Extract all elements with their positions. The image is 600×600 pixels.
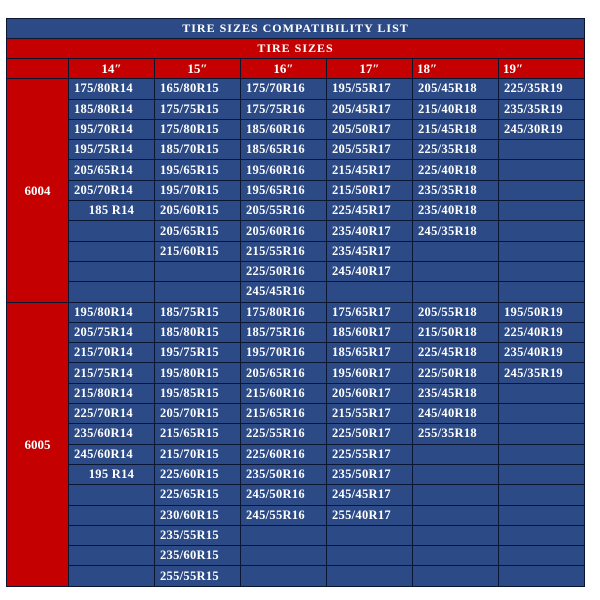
tire-size-cell: 185/70R15	[155, 140, 241, 160]
tire-size-cell: 215/45R18	[413, 119, 499, 139]
tire-size-cell	[413, 505, 499, 525]
tire-size-cell: 245/45R16	[241, 282, 327, 302]
tire-size-cell: 245/35R18	[413, 221, 499, 241]
table-row	[7, 140, 585, 160]
tire-size-cell: 215/60R16	[241, 383, 327, 403]
tire-size-cell: 235/50R16	[241, 464, 327, 484]
tire-size-cell: 235/60R14	[69, 424, 155, 444]
tire-size-cell: 175/75R16	[241, 99, 327, 119]
tire-size-cell	[499, 566, 585, 586]
tire-size-cell: 195/50R19	[499, 302, 585, 322]
tire-size-cell: 215/65R15	[155, 424, 241, 444]
table-title: TIRE SIZES COMPATIBILITY LIST	[7, 19, 585, 39]
tire-size-cell: 245/35R19	[499, 363, 585, 383]
tire-size-cell	[499, 444, 585, 464]
tire-size-cell: 225/40R18	[413, 160, 499, 180]
tire-size-cell	[241, 546, 327, 566]
table-subtitle: TIRE SIZES	[7, 39, 585, 59]
table-row	[7, 119, 585, 139]
table-row	[7, 282, 585, 302]
tire-size-cell: 205/55R16	[241, 201, 327, 221]
tire-size-cell: 205/50R17	[327, 119, 413, 139]
tire-size-cell: 215/80R14	[69, 383, 155, 403]
table-row	[7, 160, 585, 180]
tire-size-cell: 185 R14	[69, 201, 155, 221]
tire-size-cell	[155, 261, 241, 281]
tire-size-cell: 215/70R14	[69, 343, 155, 363]
tire-size-cell: 235/35R18	[413, 180, 499, 200]
tire-size-cell	[413, 566, 499, 586]
tire-size-cell: 205/55R17	[327, 140, 413, 160]
tire-size-cell: 205/55R18	[413, 302, 499, 322]
tire-size-cell	[413, 241, 499, 261]
table-row	[7, 546, 585, 566]
tire-size-cell: 235/40R18	[413, 201, 499, 221]
tire-size-cell: 245/30R19	[499, 119, 585, 139]
tire-size-cell: 235/55R15	[155, 525, 241, 545]
tire-size-cell: 255/40R17	[327, 505, 413, 525]
tire-size-cell: 225/70R14	[69, 404, 155, 424]
header-18: 18″	[413, 59, 499, 79]
tire-size-cell: 215/70R15	[155, 444, 241, 464]
tire-size-cell	[499, 485, 585, 505]
tire-size-cell: 235/45R18	[413, 383, 499, 403]
rim-size-header-row	[7, 59, 585, 79]
tire-size-cell: 205/45R17	[327, 99, 413, 119]
tire-size-cell: 185/60R17	[327, 322, 413, 342]
table-row	[7, 404, 585, 424]
table-row	[7, 180, 585, 200]
tire-size-cell	[327, 282, 413, 302]
header-17: 17″	[327, 59, 413, 79]
tire-size-cell	[413, 282, 499, 302]
tire-size-cell: 245/50R16	[241, 485, 327, 505]
tire-size-cell	[499, 282, 585, 302]
tire-size-cell: 195/80R15	[155, 363, 241, 383]
tire-size-cell	[69, 485, 155, 505]
table-row	[7, 566, 585, 586]
tire-size-cell: 205/70R14	[69, 180, 155, 200]
tire-size-cell	[413, 485, 499, 505]
tire-size-cell: 215/50R17	[327, 180, 413, 200]
tire-size-cell: 205/60R16	[241, 221, 327, 241]
tire-size-cell: 205/45R18	[413, 79, 499, 99]
table-row	[7, 424, 585, 444]
tire-size-cell: 175/80R15	[155, 119, 241, 139]
tire-size-cell	[327, 546, 413, 566]
tire-size-cell: 225/50R16	[241, 261, 327, 281]
tire-size-cell: 235/35R19	[499, 99, 585, 119]
tire-size-cell: 195/60R16	[241, 160, 327, 180]
tire-size-cell: 225/40R19	[499, 322, 585, 342]
table-row	[7, 505, 585, 525]
tire-size-cell: 195/60R17	[327, 363, 413, 383]
table-row	[7, 79, 585, 99]
tire-size-cell: 175/80R16	[241, 302, 327, 322]
tire-size-cell: 215/55R17	[327, 404, 413, 424]
tire-size-cell: 205/75R14	[69, 322, 155, 342]
tire-size-cell: 205/65R14	[69, 160, 155, 180]
tire-size-cell: 225/35R18	[413, 140, 499, 160]
tire-size-cell	[499, 261, 585, 281]
tire-size-cell	[69, 261, 155, 281]
tire-size-cell: 195/75R14	[69, 140, 155, 160]
tire-size-cell	[499, 505, 585, 525]
tire-size-cell: 205/65R15	[155, 221, 241, 241]
table-row	[7, 464, 585, 484]
header-14: 14″	[69, 59, 155, 79]
tire-size-cell: 225/55R17	[327, 444, 413, 464]
tire-size-cell	[413, 444, 499, 464]
tire-size-cell: 195/70R15	[155, 180, 241, 200]
tire-size-cell: 225/65R15	[155, 485, 241, 505]
tire-size-cell: 195/75R15	[155, 343, 241, 363]
tire-size-cell: 175/70R16	[241, 79, 327, 99]
tire-size-cell: 185/80R15	[155, 322, 241, 342]
tire-size-cell	[69, 221, 155, 241]
tire-size-cell: 195/80R14	[69, 302, 155, 322]
tire-size-cell	[69, 546, 155, 566]
tire-size-cell: 215/65R16	[241, 404, 327, 424]
tire-size-cell: 225/50R18	[413, 363, 499, 383]
header-16: 16″	[241, 59, 327, 79]
tire-size-cell: 225/60R16	[241, 444, 327, 464]
tire-sizes-table	[6, 18, 585, 587]
tire-size-cell	[413, 546, 499, 566]
tire-size-cell: 235/40R17	[327, 221, 413, 241]
header-15: 15″	[155, 59, 241, 79]
tire-size-cell	[413, 464, 499, 484]
tire-size-cell: 175/75R15	[155, 99, 241, 119]
tire-size-cell: 195/65R16	[241, 180, 327, 200]
table-row	[7, 99, 585, 119]
tire-size-cell	[499, 180, 585, 200]
compatibility-sheet	[6, 18, 584, 587]
tire-size-cell: 225/45R18	[413, 343, 499, 363]
tire-size-cell: 185/75R15	[155, 302, 241, 322]
tire-size-cell: 205/60R15	[155, 201, 241, 221]
table-row	[7, 302, 585, 322]
tire-size-cell: 245/40R18	[413, 404, 499, 424]
tire-size-cell: 255/55R15	[155, 566, 241, 586]
tire-size-cell: 215/45R17	[327, 160, 413, 180]
model-number: 6004	[7, 79, 69, 302]
tire-size-cell: 215/55R16	[241, 241, 327, 261]
tire-size-cell	[327, 566, 413, 586]
tire-size-cell: 225/55R16	[241, 424, 327, 444]
tire-size-cell: 225/35R19	[499, 79, 585, 99]
table-row	[7, 485, 585, 505]
tire-size-cell: 175/65R17	[327, 302, 413, 322]
tire-size-cell	[413, 525, 499, 545]
tire-size-cell	[413, 261, 499, 281]
tire-size-cell	[499, 525, 585, 545]
table-row	[7, 525, 585, 545]
tire-size-cell: 245/40R17	[327, 261, 413, 281]
tire-size-cell: 230/60R15	[155, 505, 241, 525]
tire-size-cell	[69, 505, 155, 525]
table-row	[7, 383, 585, 403]
tire-size-cell	[69, 241, 155, 261]
model-number: 6005	[7, 302, 69, 586]
tire-size-cell	[327, 525, 413, 545]
tire-size-cell	[499, 546, 585, 566]
table-row	[7, 201, 585, 221]
header-19: 19″	[499, 59, 585, 79]
tire-size-cell	[499, 201, 585, 221]
tire-size-cell: 235/60R15	[155, 546, 241, 566]
tire-size-cell: 185/60R16	[241, 119, 327, 139]
tire-size-cell	[499, 221, 585, 241]
table-row	[7, 444, 585, 464]
table-row	[7, 363, 585, 383]
tire-size-cell: 255/35R18	[413, 424, 499, 444]
tire-size-cell: 175/80R14	[69, 79, 155, 99]
tire-size-cell	[69, 525, 155, 545]
tire-size-cell	[499, 464, 585, 484]
tire-size-cell: 225/45R17	[327, 201, 413, 221]
tire-size-cell: 215/40R18	[413, 99, 499, 119]
table-row	[7, 343, 585, 363]
tire-size-cell: 245/60R14	[69, 444, 155, 464]
tire-size-cell: 165/80R15	[155, 79, 241, 99]
tire-size-cell	[241, 566, 327, 586]
tire-size-cell	[241, 525, 327, 545]
tire-size-cell: 235/45R17	[327, 241, 413, 261]
tire-size-cell: 195/70R14	[69, 119, 155, 139]
tire-size-cell: 185/75R16	[241, 322, 327, 342]
tire-size-cell	[499, 241, 585, 261]
tire-size-cell: 225/60R15	[155, 464, 241, 484]
tire-size-cell: 215/50R18	[413, 322, 499, 342]
tire-size-cell	[499, 424, 585, 444]
tire-size-cell	[155, 282, 241, 302]
table-row	[7, 322, 585, 342]
tire-size-cell: 195/65R15	[155, 160, 241, 180]
table-row	[7, 261, 585, 281]
tire-size-cell: 185/65R16	[241, 140, 327, 160]
tire-size-cell	[499, 160, 585, 180]
tire-size-cell: 185/80R14	[69, 99, 155, 119]
tire-size-cell: 185/65R17	[327, 343, 413, 363]
tire-size-cell	[69, 566, 155, 586]
tire-size-cell: 195/55R17	[327, 79, 413, 99]
tire-size-cell: 205/65R16	[241, 363, 327, 383]
table-row	[7, 241, 585, 261]
tire-size-cell	[499, 404, 585, 424]
tire-size-cell: 235/50R17	[327, 464, 413, 484]
tire-size-cell: 245/55R16	[241, 505, 327, 525]
tire-size-cell	[69, 282, 155, 302]
tire-size-cell: 195/85R15	[155, 383, 241, 403]
tire-size-cell: 195/70R16	[241, 343, 327, 363]
tire-size-cell: 195 R14	[69, 464, 155, 484]
tire-size-cell: 225/50R17	[327, 424, 413, 444]
tire-size-cell: 215/60R15	[155, 241, 241, 261]
tire-size-cell: 205/60R17	[327, 383, 413, 403]
header-blank-cell	[7, 59, 69, 79]
tire-size-cell: 205/70R15	[155, 404, 241, 424]
table-row	[7, 221, 585, 241]
tire-size-cell: 245/45R17	[327, 485, 413, 505]
tire-size-cell	[499, 383, 585, 403]
tire-size-cell: 215/75R14	[69, 363, 155, 383]
tire-size-cell: 235/40R19	[499, 343, 585, 363]
tire-size-cell	[499, 140, 585, 160]
